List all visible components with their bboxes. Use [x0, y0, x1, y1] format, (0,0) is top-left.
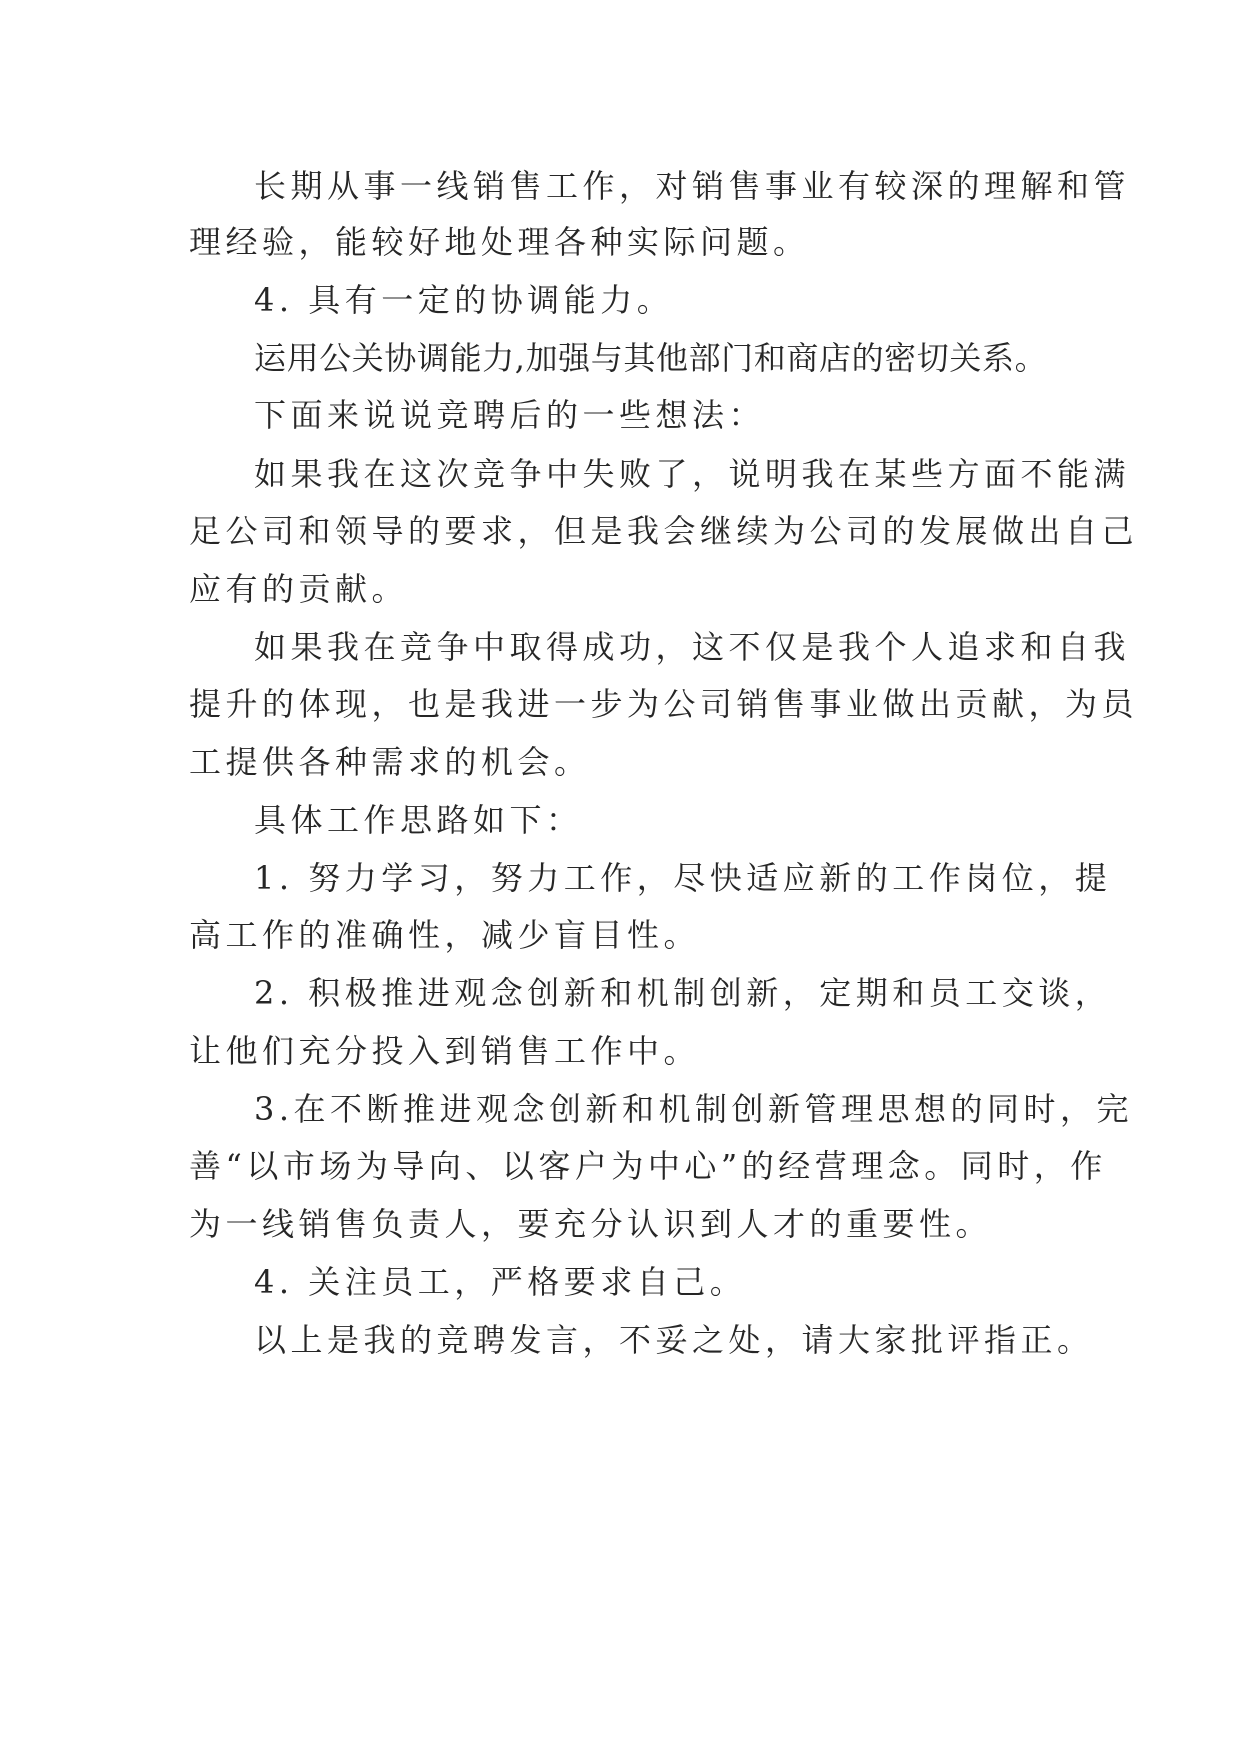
- text-line: 提升的体现，也是我进一步为公司销售事业做出贡献，为员: [189, 685, 1139, 723]
- text-line: 理经验，能较好地处理各种实际问题。: [189, 223, 810, 261]
- text-line: 让他们充分投入到销售工作中。: [189, 1032, 701, 1070]
- text-line: 高工作的准确性，减少盲目性。: [189, 916, 701, 954]
- text-line: 下面来说说竞聘后的一些想法：: [254, 396, 766, 434]
- text-line: 1. 努力学习，努力工作，尽快适应新的工作岗位，提: [254, 859, 1112, 897]
- text-line: 运用公关协调能力,加强与其他部门和商店的密切关系。: [254, 339, 1048, 377]
- text-line: 具体工作思路如下：: [254, 801, 583, 839]
- text-line: 工提供各种需求的机会。: [189, 743, 591, 781]
- text-line: 4. 关注员工，严格要求自己。: [254, 1263, 747, 1301]
- text-line: 为一线销售负责人，要充分认识到人才的重要性。: [189, 1205, 993, 1243]
- text-line: 4. 具有一定的协调能力。: [254, 281, 674, 319]
- text-line: 善“以市场为导向、以客户为中心”的经营理念。同时，作: [189, 1147, 1107, 1185]
- text-line: 如果我在这次竞争中失败了，说明我在某些方面不能满: [254, 455, 1131, 493]
- text-line: 足公司和领导的要求，但是我会继续为公司的发展做出自己: [189, 512, 1139, 550]
- text-line: 3.在不断推进观念创新和机制创新管理思想的同时，完: [254, 1090, 1134, 1128]
- text-line: 如果我在竞争中取得成功，这不仅是我个人追求和自我: [254, 628, 1131, 666]
- text-line: 2. 积极推进观念创新和机制创新，定期和员工交谈，: [254, 974, 1112, 1012]
- text-line: 以上是我的竞聘发言，不妥之处，请大家批评指正。: [254, 1321, 1094, 1359]
- text-line: 应有的贡献。: [189, 570, 409, 608]
- text-line: 长期从事一线销售工作，对销售事业有较深的理解和管: [254, 167, 1131, 205]
